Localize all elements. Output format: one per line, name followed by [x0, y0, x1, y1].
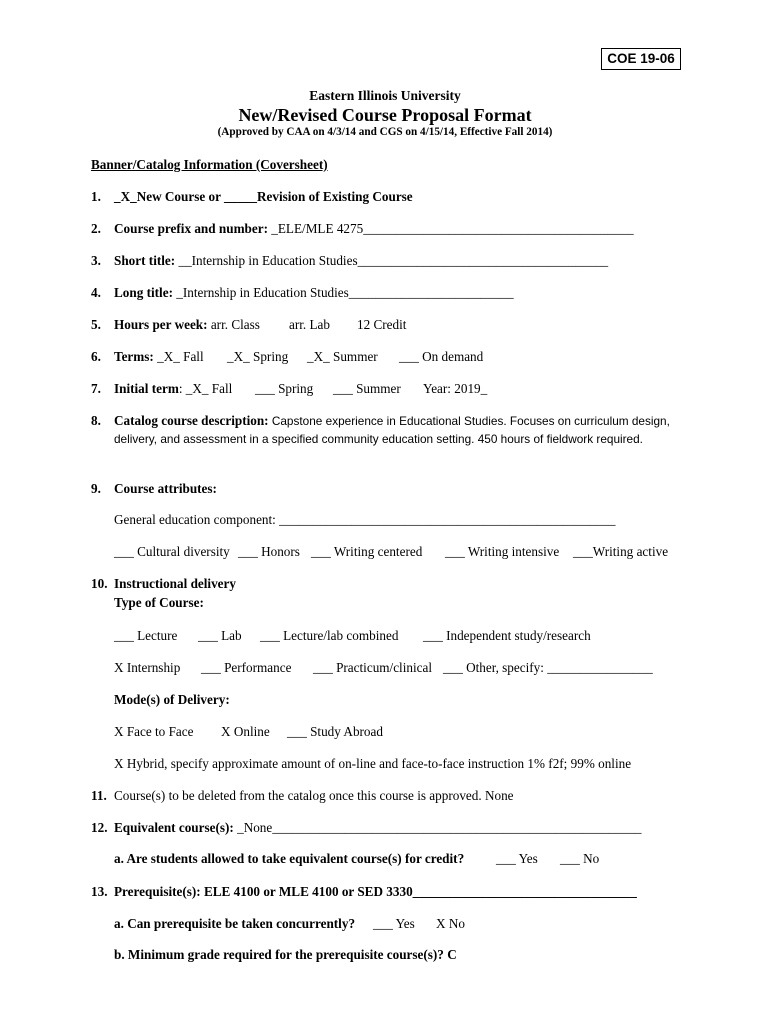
- item-number: 4.: [91, 285, 101, 300]
- attr-writing-intensive: ___ Writing intensive: [445, 544, 560, 559]
- item-number: 8.: [91, 413, 101, 428]
- delivery-study-abroad: ___ Study Abroad: [287, 724, 383, 739]
- item-number: 13.: [91, 884, 108, 899]
- term-summer: _X_ Summer: [307, 349, 378, 364]
- short-title-value: __Internship in Education Studies______________________________________: [175, 253, 609, 268]
- equivalent-no: ___ No: [560, 851, 600, 866]
- field-label: Initial term: [114, 381, 179, 396]
- item-number: 7.: [91, 381, 101, 396]
- hours-class: arr. Class: [207, 317, 260, 332]
- type-of-course-label: Type of Course:: [114, 595, 204, 610]
- catalog-description-text: Capstone experience in Educational Studies. Focuses on curriculum design, delivery, and assessment in a specified community education setting. 450 hours of fieldwork required.: [114, 414, 670, 446]
- item-number: 6.: [91, 349, 101, 364]
- prereq-concurrent-no: X No: [436, 916, 465, 931]
- field-label: Catalog course description:: [114, 413, 269, 428]
- initial-spring: ___ Spring: [255, 381, 314, 396]
- document-title: New/Revised Course Proposal Format: [238, 105, 532, 125]
- initial-fall: : _X_ Fall: [178, 381, 233, 396]
- attr-writing-centered: ___ Writing centered: [311, 544, 423, 559]
- course-type: _X_New Course or _____Revision of Existing Course: [114, 189, 413, 204]
- type-practicum: ___ Practicum/clinical: [313, 660, 433, 675]
- attr-honors: ___ Honors: [238, 544, 300, 559]
- section-heading: Banner/Catalog Information (Coversheet): [91, 157, 328, 172]
- item-number: 11.: [91, 788, 107, 803]
- item-number: 12.: [91, 820, 108, 835]
- delivery-face-to-face: X Face to Face: [114, 724, 194, 739]
- prerequisites: Prerequisite(s): ELE 4100 or MLE 4100 or SED 3330__________________________________: [114, 884, 637, 899]
- type-lecture: ___ Lecture: [114, 628, 178, 643]
- type-internship: X Internship: [114, 660, 181, 675]
- course-prefix-value: _ELE/MLE 4275_________________________________________: [267, 221, 634, 236]
- item-number: 3.: [91, 253, 101, 268]
- proposal-code: COE 19-06: [601, 48, 681, 70]
- university-name: Eastern Illinois University: [309, 88, 461, 103]
- prereq-minimum-grade: b. Minimum grade required for the prerequisite course(s)? C: [114, 947, 457, 962]
- modes-of-delivery-label: Mode(s) of Delivery:: [114, 692, 230, 707]
- catalog-description: [114, 412, 694, 448]
- hours-lab: arr. Lab: [289, 317, 331, 332]
- prereq-concurrent-question: a. Can prerequisite be taken concurrently?: [114, 916, 356, 931]
- type-other: ___ Other, specify: ________________: [443, 660, 653, 675]
- term-on-demand: ___ On demand: [399, 349, 484, 364]
- equivalent-question: a. Are students allowed to take equivalent course(s) for credit?: [114, 851, 465, 866]
- long-title-value: _Internship in Education Studies_________________________: [172, 285, 514, 300]
- type-independent-study: ___ Independent study/research: [423, 628, 591, 643]
- type-lecture-lab: ___ Lecture/lab combined: [260, 628, 399, 643]
- delivery-online: X Online: [221, 724, 270, 739]
- attr-cultural-diversity: ___ Cultural diversity: [114, 544, 230, 559]
- item-number: 10.: [91, 576, 108, 591]
- field-label: Course attributes:: [114, 481, 217, 496]
- field-label: Short title:: [114, 253, 176, 268]
- equivalent-course-value: _None________________________________________________________: [233, 820, 642, 835]
- field-label: Terms:: [114, 349, 154, 364]
- field-label: Course prefix and number:: [114, 221, 268, 236]
- field-label: Equivalent course(s):: [114, 820, 234, 835]
- field-label: Long title:: [114, 285, 173, 300]
- courses-to-delete: Course(s) to be deleted from the catalog once this course is approved. None: [114, 788, 514, 803]
- document-subtitle: (Approved by CAA on 4/3/14 and CGS on 4/15/14, Effective Fall 2014): [217, 126, 553, 138]
- type-performance: ___ Performance: [201, 660, 292, 675]
- term-spring: _X_ Spring: [227, 349, 289, 364]
- term-fall: _X_ Fall: [153, 349, 204, 364]
- prereq-concurrent-yes: ___ Yes: [373, 916, 415, 931]
- equivalent-yes: ___ Yes: [496, 851, 538, 866]
- delivery-hybrid: X Hybrid, specify approximate amount of on-line and face-to-face instruction 1% f2f; 99% online: [114, 756, 632, 771]
- item-number: 2.: [91, 221, 101, 236]
- hours-credit: 12 Credit: [357, 317, 407, 332]
- item-number: 9.: [91, 481, 101, 496]
- attr-writing-active: ___Writing active: [573, 544, 669, 559]
- initial-year: Year: 2019_: [423, 381, 488, 396]
- item-number: 1.: [91, 189, 101, 204]
- field-label: Hours per week:: [114, 317, 208, 332]
- type-lab: ___ Lab: [198, 628, 242, 643]
- field-label: Instructional delivery: [114, 576, 236, 591]
- gen-ed-component: General education component: ___________________________________________________: [114, 512, 616, 527]
- initial-summer: ___ Summer: [333, 381, 401, 396]
- item-number: 5.: [91, 317, 101, 332]
